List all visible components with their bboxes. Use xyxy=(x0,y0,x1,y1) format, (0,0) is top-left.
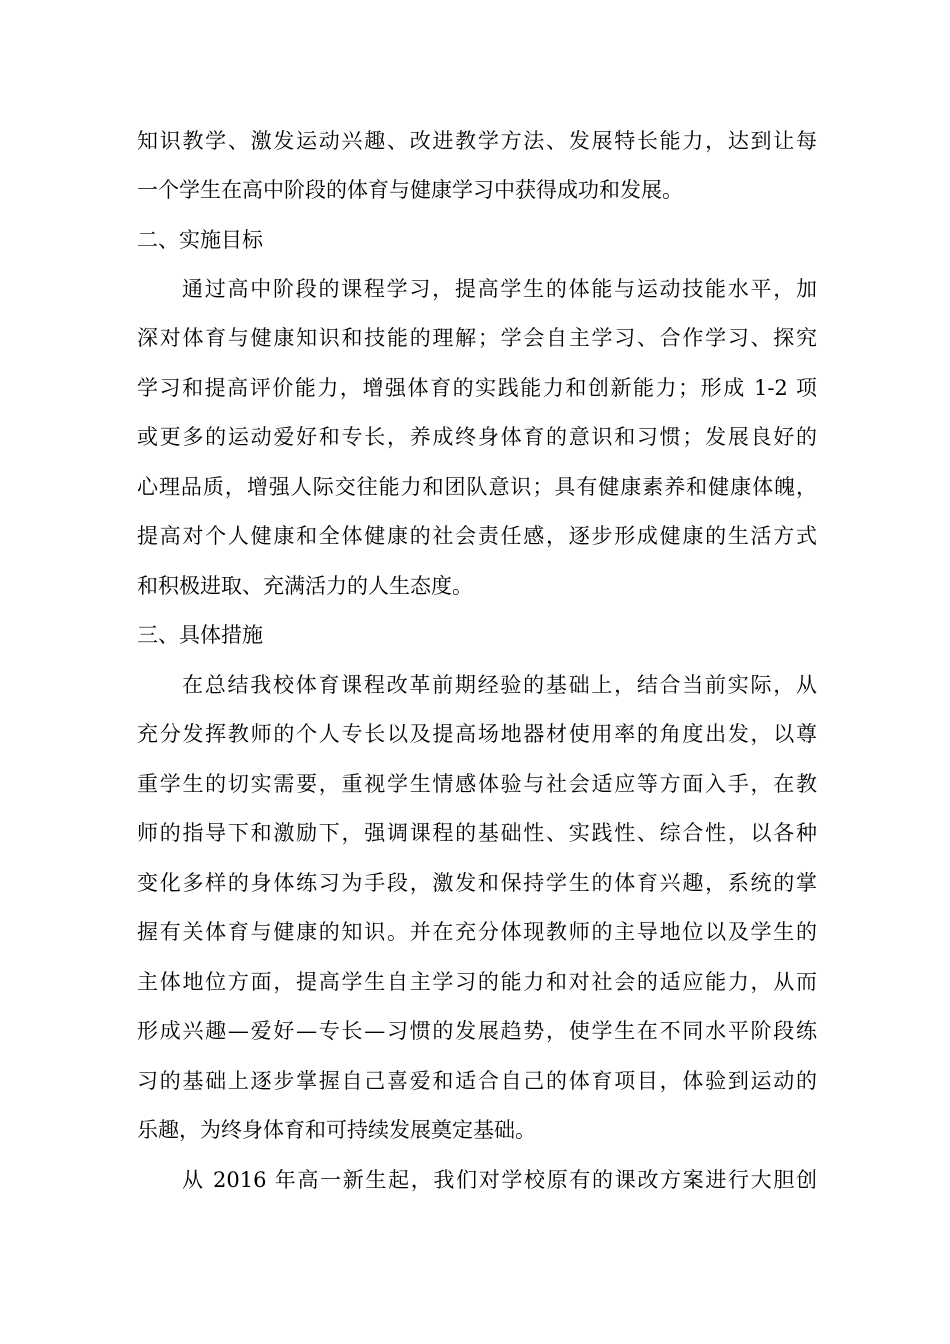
text-line: 师的指导下和激励下，强调课程的基础性、实践性、综合性，以各种 xyxy=(137,821,817,845)
text-line: 形成兴趣—爱好—专长—习惯的发展趋势，使学生在不同水平阶段练 xyxy=(137,1019,817,1043)
text-line: 学习和提高评价能力，增强体育的实践能力和创新能力；形成 1-2 项 xyxy=(137,376,817,400)
text-line: 提高对个人健康和全体健康的社会责任感，逐步形成健康的生活方式 xyxy=(137,524,817,548)
section-heading: 二、实施目标 xyxy=(137,228,263,252)
text-line: 心理品质，增强人际交往能力和团队意识；具有健康素养和健康体魄， xyxy=(137,475,817,499)
text-line: 习的基础上逐步掌握自己喜爱和适合自己的体育项目，体验到运动的 xyxy=(137,1069,817,1093)
text-line: 充分发挥教师的个人专长以及提高场地器材使用率的角度出发，以尊 xyxy=(137,722,817,746)
text-line: 主体地位方面，提高学生自主学习的能力和对社会的适应能力，从而 xyxy=(137,970,817,994)
text-line: 或更多的运动爱好和专长，养成终身体育的意识和习惯；发展良好的 xyxy=(137,425,817,449)
text-line: 乐趣，为终身体育和可持续发展奠定基础。 xyxy=(137,1118,536,1142)
text-line: 和积极进取、充满活力的人生态度。 xyxy=(137,574,473,598)
text-line: 一个学生在高中阶段的体育与健康学习中获得成功和发展。 xyxy=(137,178,683,202)
text-line: 重学生的切实需要，重视学生情感体验与社会适应等方面入手，在教 xyxy=(137,772,817,796)
text-line: 深对体育与健康知识和技能的理解；学会自主学习、合作学习、探究 xyxy=(137,326,817,350)
section-heading: 三、具体措施 xyxy=(137,623,263,647)
text-line: 握有关体育与健康的知识。并在充分体现教师的主导地位以及学生的 xyxy=(137,920,817,944)
text-line: 从 2016 年高一新生起，我们对学校原有的课改方案进行大胆创 xyxy=(182,1168,817,1192)
text-line: 知识教学、激发运动兴趣、改进教学方法、发展特长能力，达到让每 xyxy=(137,129,817,153)
text-line: 变化多样的身体练习为手段，激发和保持学生的体育兴趣，系统的掌 xyxy=(137,871,817,895)
text-line: 通过高中阶段的课程学习，提高学生的体能与运动技能水平，加 xyxy=(182,277,817,301)
text-line: 在总结我校体育课程改革前期经验的基础上，结合当前实际，从 xyxy=(182,673,817,697)
